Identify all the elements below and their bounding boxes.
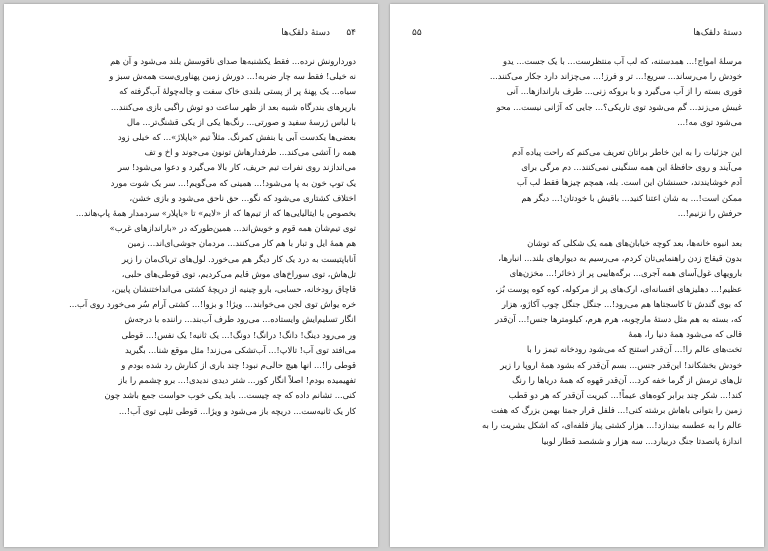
text-line: بخصوص با ایتالیایی‌ها که از تیم‌ها که از «لایم» تا «یاپلار» سردمدار همهٔ پاپ‌هاند... <box>75 208 356 219</box>
text-line: قالی که می‌شود همهٔ دنیا را، همهٔ <box>628 329 742 340</box>
text-line: خودش را می‌رساند... سریع!... تر و فرز!... می‌چزاند دارد جکار می‌کنند... <box>489 71 742 82</box>
text-line: تل‌هاش، توی سوراخ‌های موش قایم می‌کردیم، توی قوطی‌های حلبی، <box>121 268 356 279</box>
right-running-title: دستهٔ دلقک‌ها <box>693 28 742 38</box>
text-line: همه را آتشی می‌کند... طرفدارهاش تونون می‌جوند و اخ و تف <box>144 147 356 158</box>
text-line: کند!... شکر چند برابر کوه‌های عیماً!... کبریت آن‌قدر که هر دو قطب <box>508 390 742 401</box>
text-line: توی تیم‌شان همه قوم و خویش‌اند... همین‌طورکه در «باراندازهای غرب» <box>109 223 356 234</box>
right-page-header <box>412 28 742 42</box>
text-line: قوری بسته را از آب می‌گیرد و با بروکه زنی... طرف باراندازها... آنی <box>506 86 742 97</box>
text-line: عالم را به عطسه بیندازد!... هزار کشتی پیاز فلفه‌ای، که اشکل بشریت را به <box>482 420 742 431</box>
right-page-body <box>412 54 742 537</box>
text-line: قاچاق رودخانه، حسابی، بارو چینیه از دریچهٔ کشتی می‌انداختنشان پایین، <box>111 284 356 295</box>
right-page <box>390 4 764 547</box>
text-line: ممکن است!... به شان اعتنا کنید... باقیش با خودتان!... دیگر هم <box>521 192 742 203</box>
text-line: می‌آیند و روی حافظهٔ این همه سنگینی نمی‌کنند... دم مرگی برای <box>521 162 742 173</box>
text-line: هم همهٔ ایل و تبار با هم کار می‌کنند... مردمان جوشی‌ای‌اند... زمین <box>127 238 356 249</box>
text-line: خره یواش توی لجن می‌خوابند... ویژا! و بزوا!... کشتی آرام سُر می‌خورد روی آب... <box>69 299 356 310</box>
text-line: که، بسته به هم مثل دستهٔ مارچوبه، هرم هرم، کیلومترها جنس!... آن‌قدر <box>494 314 742 325</box>
text-line: بعضی‌ها یکدست آبی یا بنفش کمرنگ. مثلاً تیم «یاپلاژ»... که خیلی زود <box>117 132 356 143</box>
text-line: تخت‌های عالم را!... آن‌قدر استنج که می‌شود رودخانه تیمز را با <box>526 344 742 355</box>
text-line: غیبش می‌زند... گم می‌شود توی تاریکی؟... جایی که آژانی نیست... محو <box>496 101 742 112</box>
text-line: آدم خوشایندند، حسنشان این است. بله، همچم چیز‌ها فقط لب آب <box>516 177 742 188</box>
left-page-body <box>26 54 356 537</box>
text-line: بارپرهای بندرگاه شبیه بعد از ظهر ساعت دو توش راگبی بازی می‌کنند... <box>110 101 356 112</box>
text-line: مرسلهٔ امواج!... همدستنه، که لب آب منتظرست... با یک جست... یدو <box>503 56 742 66</box>
paragraph-gap <box>412 221 742 236</box>
text-line: خودش بخشکاند! این‌قدر جنس... بسم آن‌قدر که بشود همهٔ اروپا را زیر <box>500 359 742 370</box>
left-running-title: دستهٔ دلقک‌ها <box>281 28 330 38</box>
text-line: قوطی را!... انها هیچ حالی‌م نبود! چند باری از کنارش رد شده بودم و <box>121 360 356 371</box>
paragraph-gap <box>412 130 742 145</box>
text-line: کنی... تشانم داده که چه چیست... باید یکی خوب حواست جمع باشد چون <box>104 390 356 401</box>
text-line: می‌شود توی مه!... <box>677 116 742 127</box>
text-line: می‌اندازند روی نفرات تیم حریف، کار بالا می‌گیرد و دعوا می‌شود! سر <box>117 162 356 173</box>
text-line: دوردارونش نرده... فقط یکشنبه‌ها صدای ناقوسش بلند می‌شود و آن هم <box>110 56 356 66</box>
text-line: ور می‌رود دینگ! دانگ! درانگ! دونگ!... یک ثانیه! یک نفس!... قوطی <box>121 329 356 340</box>
left-page-number: ۵۴ <box>346 28 356 38</box>
text-line: انگار تسلیم‌ایش وایستاده... می‌رود طرف آب‌بند... راننده با درجه‌ش <box>124 314 356 325</box>
text-line: سیاه... یک پهنهٔ پر از پستی بلندی خاک سفت و چاله‌چولهٔ آب‌گرفته که <box>119 86 356 97</box>
text-line: بارویهای غول‌آسای همه آجری... برگه‌هاییی پر از ذخائر!... مخزن‌های <box>509 268 742 279</box>
text-line: این جزئیات را به این خاطر براتان تعریف می‌کنم که راحت پیاده آدم <box>511 147 742 158</box>
text-line: آناباپتیست به درد یک کار دیگر هم می‌خورد. لول‌های تریاک‌مان را زیر <box>121 253 356 264</box>
text-line: عظیم!... دهلیزهای افسانه‌ای، ارک‌های پر از مرکوله، کوه کوه پوست بُز، <box>495 283 742 294</box>
text-line: کار یک ثانیه‌ست... دریچه باز می‌شود و ویژا... قوطی تلپی توی آب!... <box>118 405 356 416</box>
text-line: با لباس ژرسهٔ سفید و صورتی... رنگ‌ها یکی از یکی قشنگ‌تر... مال <box>126 116 356 127</box>
left-page-header <box>26 28 356 42</box>
text-line: بعد انبوه خانه‌ها، بعد کوچه خیابان‌های همه یک شکلی که تو‌شان <box>527 238 742 249</box>
left-page <box>4 4 378 547</box>
text-line: بدون قیقاج زدن راهنمایی‌تان کردم، می‌رسیم به دیوارهای بلند... انبارها، <box>498 253 742 264</box>
text-line: نه خیلی! فقط سه چار ضربه!... دورش زمین پهناوری‌ست همه‌ش سبز و <box>109 71 356 82</box>
text-line: حرفش را نزنیم!... <box>677 207 742 218</box>
text-line: تفهیمیده بودم! اصلاً انگار کور... شتر دیدی ندیدی!... برو چشمم را باز <box>118 375 356 386</box>
text-line: تل‌های ترمش از گرما خفه کرد... آن‌قدر قهوه که همهٔ دریاها را رنگ <box>512 374 742 385</box>
text-line: یک توپ خون به پا می‌شود!... همینی که می‌گویم!... سر یک شوت مورد <box>110 177 356 188</box>
text-line: می‌افتد توی آب! تالاپ!... آب‌تشکی می‌زند! مثل موقع شنا... بگیرید <box>125 344 356 355</box>
text-line: اختلاف کشتاری می‌شود که نگو... حق ناحق می‌شود و بازی خشن، <box>129 192 356 203</box>
right-page-number: ۵۵ <box>412 28 422 38</box>
text-line: زمین را بتوانی باهاش برشته کنی!... فلفل قرار جمتا بهمن بزرگ که هفت <box>491 405 742 416</box>
text-line: که بوی گندش تا کاسجتاها هم می‌رود!... جنگل جنگل چوب آکاژو، هزار <box>501 298 742 309</box>
text-line: اندازهٔ پانصدتا جنگ دربیارد... سه هزار و ششصد قطار لوبیا <box>541 435 742 446</box>
